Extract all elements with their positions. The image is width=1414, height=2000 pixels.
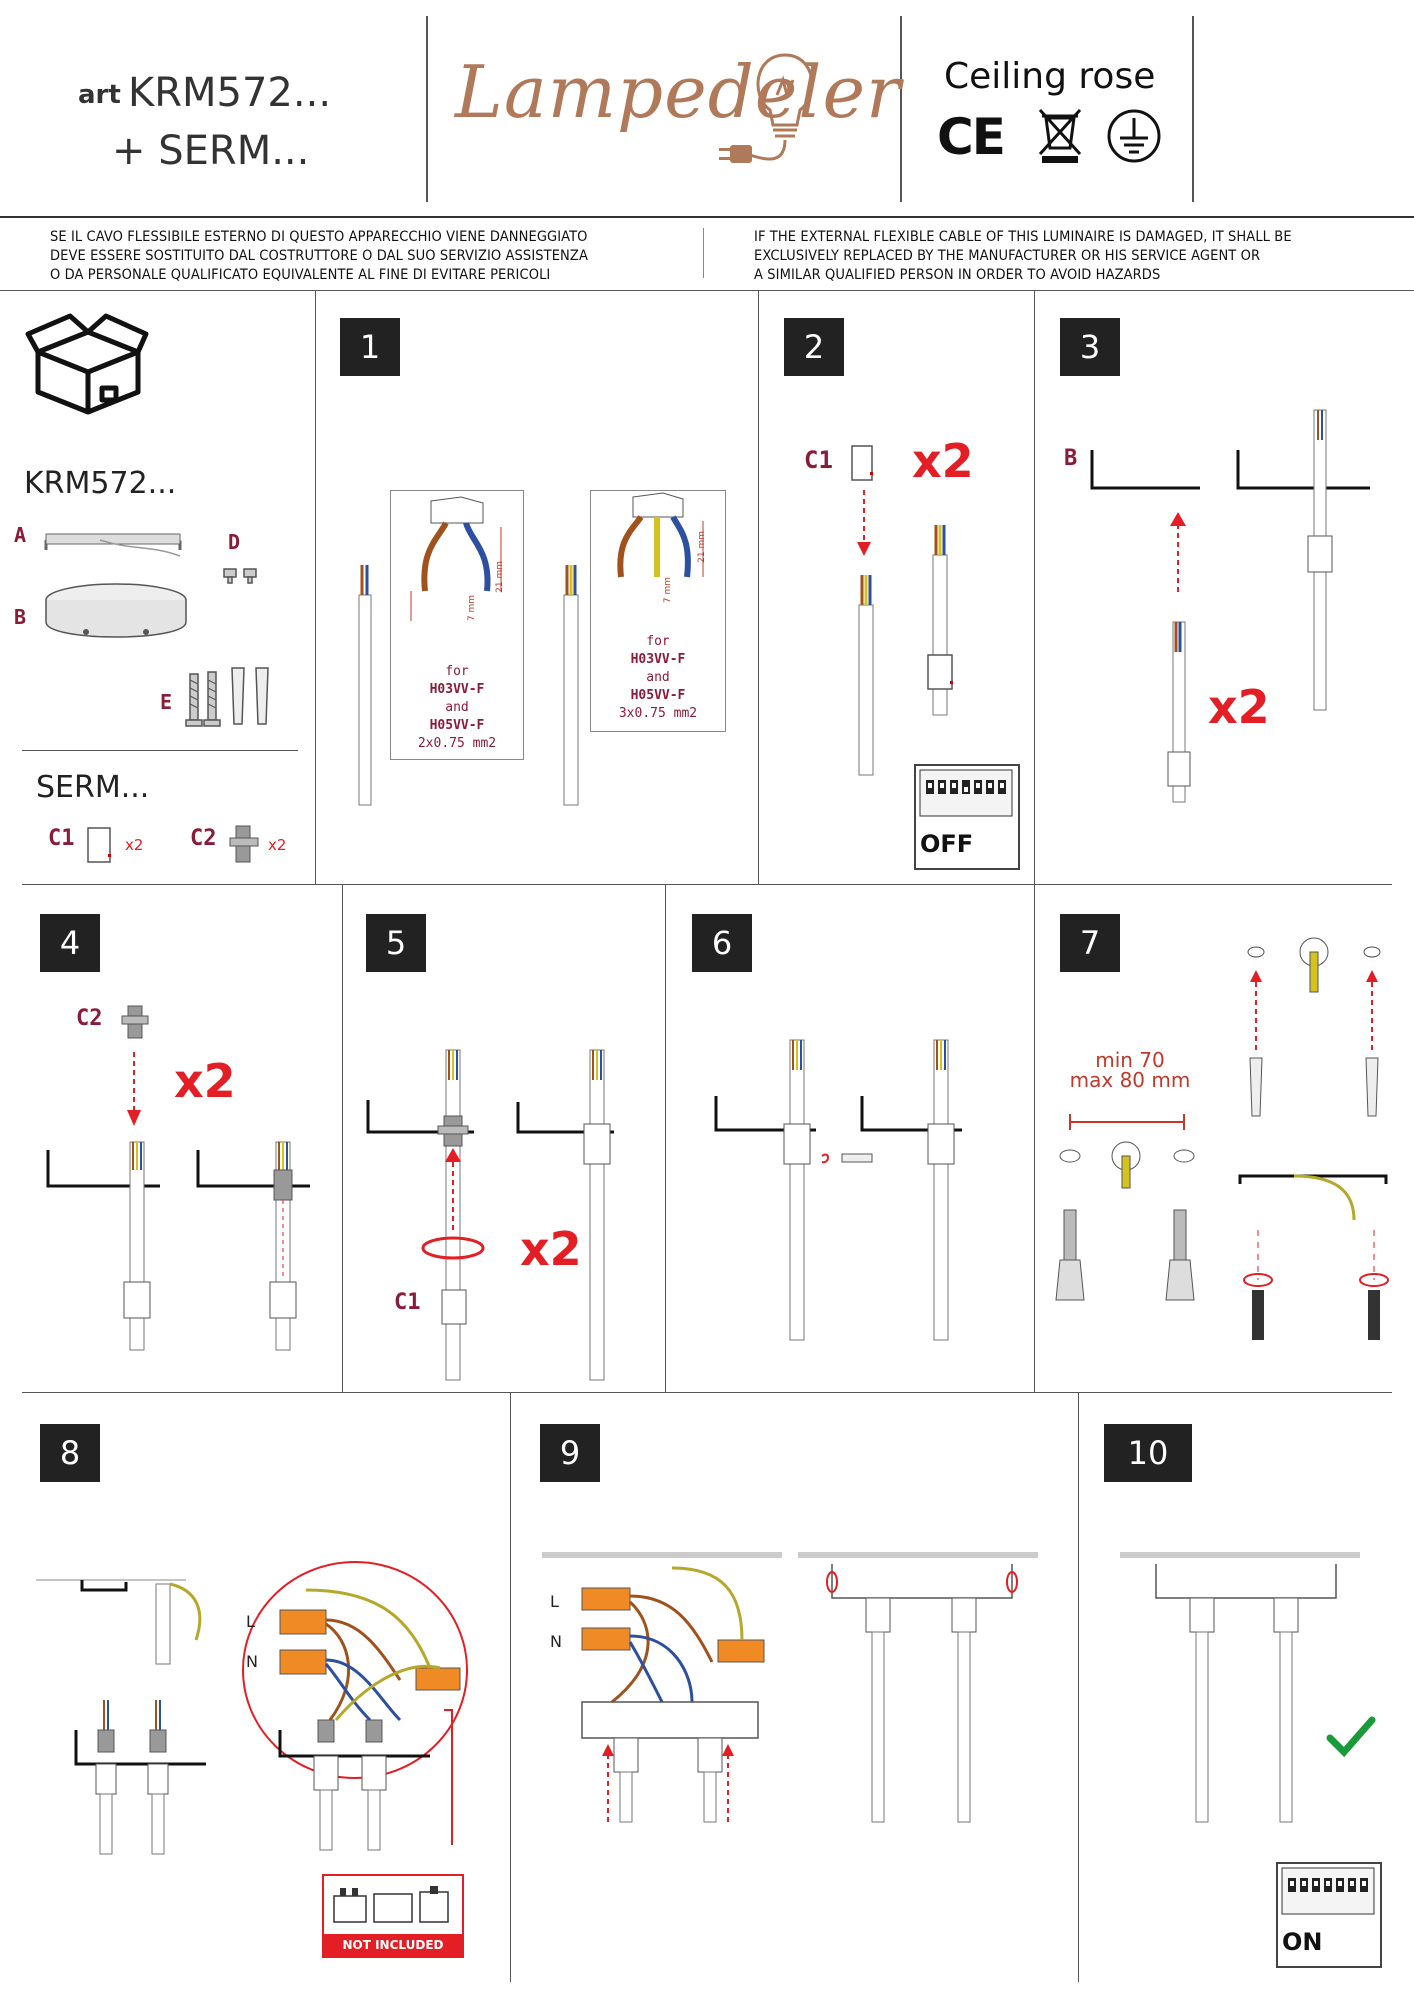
step4-label-c2: C2 bbox=[76, 1006, 103, 1031]
step-number: 2 bbox=[784, 318, 844, 376]
spec-line: H05VV-F bbox=[429, 718, 485, 733]
weee-bin-icon bbox=[1038, 108, 1082, 164]
step3-qty: x2 bbox=[1208, 680, 1270, 734]
step2-qty: x2 bbox=[912, 434, 974, 488]
serm-parts-title: SERM... bbox=[36, 770, 150, 805]
spec-box-3core bbox=[590, 490, 726, 732]
part-label-a: A bbox=[14, 523, 27, 547]
strip-diagram-2core bbox=[391, 491, 523, 621]
cable-3core bbox=[856, 575, 876, 775]
product-title: Ceiling rose bbox=[944, 56, 1156, 97]
breaker-switches bbox=[1282, 1868, 1374, 1918]
step8-left-diagram bbox=[36, 1570, 216, 1860]
mounting-bracket-a bbox=[40, 520, 190, 560]
part-label-c2: C2 bbox=[190, 826, 217, 851]
model-krm: KRM572... bbox=[128, 70, 332, 116]
warning-en-line: A SIMILAR QUALIFIED PERSON IN ORDER TO AVOID HAZARDS bbox=[754, 267, 1161, 283]
warning-it-line: DEVE ESSERE SOSTITUITO DAL COSTRUTTORE O DAL SUO SERVIZIO ASSISTENZA bbox=[50, 248, 588, 264]
cord-grip-c1 bbox=[850, 444, 880, 484]
spec-line: H03VV-F bbox=[429, 682, 485, 697]
spec-line: and bbox=[445, 700, 469, 715]
grid-line bbox=[22, 884, 1392, 885]
on-label: ON bbox=[1282, 1928, 1323, 1956]
spec-line: 2x0.75 mm2 bbox=[417, 736, 497, 751]
step8-label-n: N bbox=[246, 1652, 258, 1671]
header-bottom-rule bbox=[0, 216, 1414, 218]
grid-line bbox=[510, 1392, 511, 1982]
check-icon bbox=[1326, 1716, 1376, 1756]
krm-parts-title: KRM572... bbox=[24, 466, 177, 501]
ce-mark: CE bbox=[937, 108, 1004, 166]
parts-divider bbox=[22, 750, 298, 751]
grid-line bbox=[22, 1392, 1392, 1393]
part-label-c1: C1 bbox=[48, 826, 75, 851]
brand-logo: Lampedeler bbox=[455, 50, 902, 134]
spec-line: H05VV-F bbox=[630, 688, 686, 703]
connector-icons bbox=[330, 1882, 456, 1930]
spec-line: and bbox=[646, 670, 670, 685]
part-label-b: B bbox=[14, 605, 27, 629]
dim-max: max 80 mm bbox=[1069, 1068, 1191, 1092]
breaker-on-panel bbox=[1276, 1862, 1382, 1968]
nipple-c2 bbox=[120, 1004, 154, 1044]
insert-arrow-down bbox=[126, 1052, 142, 1132]
cord-grip-c1 bbox=[86, 826, 116, 866]
step-number: 4 bbox=[40, 914, 100, 972]
grid-line bbox=[315, 290, 316, 884]
step8-label-l: L bbox=[246, 1612, 255, 1631]
warning-divider bbox=[703, 228, 704, 278]
insert-arrow-down bbox=[856, 490, 872, 560]
step7-drilling-diagram bbox=[1054, 940, 1394, 1380]
spec-line: H03VV-F bbox=[630, 652, 686, 667]
breaker-off-panel bbox=[914, 764, 1020, 870]
not-included-label: NOT INCLUDED bbox=[324, 1934, 462, 1956]
spec-line: for bbox=[445, 664, 469, 679]
step2-label-c1: C1 bbox=[804, 446, 833, 474]
grid-line bbox=[1078, 1392, 1079, 1982]
warning-en-line: IF THE EXTERNAL FLEXIBLE CABLE OF THIS LUMINAIRE IS DAMAGED, IT SHALL BE bbox=[754, 229, 1292, 245]
step5-qty: x2 bbox=[520, 1222, 582, 1276]
dim-7mm: 7 mm bbox=[467, 595, 477, 622]
step5-assembly-diagram bbox=[364, 1050, 624, 1380]
step6-assembly-diagram bbox=[712, 1040, 972, 1340]
step8-wiring-zoom bbox=[240, 1560, 470, 1850]
spec-line: for bbox=[646, 634, 670, 649]
qty-c2: x2 bbox=[268, 836, 287, 854]
spec-text-2core bbox=[391, 663, 523, 753]
grid-line bbox=[1034, 290, 1035, 1392]
screws-plugs-e bbox=[186, 662, 286, 732]
breaker-switches bbox=[920, 770, 1012, 820]
grid-line bbox=[0, 290, 1414, 291]
spec-box-2core bbox=[390, 490, 524, 760]
warning-italian bbox=[50, 228, 690, 285]
cable-with-c1 bbox=[920, 525, 960, 715]
warning-english bbox=[754, 228, 1394, 285]
step-number: 3 bbox=[1060, 318, 1120, 376]
step-number: 10 bbox=[1104, 1424, 1192, 1482]
grid-line bbox=[665, 884, 666, 1392]
header-divider-3 bbox=[1192, 16, 1194, 202]
grid-line bbox=[758, 290, 759, 884]
step-number: 9 bbox=[540, 1424, 600, 1482]
spec-text-3core bbox=[591, 633, 725, 723]
step10-finished-diagram bbox=[1120, 1552, 1360, 1832]
step-number: 7 bbox=[1060, 914, 1120, 972]
grid-line bbox=[342, 884, 343, 1392]
dim-21mm: 21 mm bbox=[697, 531, 707, 563]
art-prefix: art bbox=[78, 80, 121, 110]
cable-2core bbox=[355, 565, 375, 805]
step4-assembly-diagram bbox=[44, 1150, 324, 1350]
warning-it-line: SE IL CAVO FLESSIBILE ESTERNO DI QUESTO APPARECCHIO VIENE DANNEGGIATO bbox=[50, 229, 588, 245]
warning-en-line: EXCLUSIVELY REPLACED BY THE MANUFACTURER OR HIS SERVICE AGENT OR bbox=[754, 248, 1261, 264]
screws-d bbox=[222, 565, 262, 585]
step9-wiring-diagram bbox=[542, 1552, 1042, 1822]
dim-min: min 70 bbox=[1095, 1048, 1165, 1072]
canopy-b bbox=[42, 580, 192, 650]
spec-line: 3x0.75 mm2 bbox=[618, 706, 698, 721]
part-label-d: D bbox=[228, 530, 241, 554]
step9-label-l: L bbox=[550, 1592, 559, 1611]
nipple-c2 bbox=[228, 822, 262, 866]
step5-label-c1: C1 bbox=[394, 1290, 421, 1315]
step9-label-n: N bbox=[550, 1632, 562, 1651]
step4-qty: x2 bbox=[174, 1054, 236, 1108]
step3-label-b: B bbox=[1064, 446, 1078, 471]
qty-c1: x2 bbox=[125, 836, 144, 854]
step-number: 5 bbox=[366, 914, 426, 972]
cable-3core bbox=[560, 565, 584, 805]
step-number: 6 bbox=[692, 914, 752, 972]
step-number: 1 bbox=[340, 318, 400, 376]
header-divider-1 bbox=[426, 16, 428, 202]
model-serm: + SERM... bbox=[112, 128, 310, 174]
not-included-box bbox=[322, 1874, 464, 1958]
off-label: OFF bbox=[920, 830, 974, 858]
dim-21mm: 21 mm bbox=[495, 561, 505, 593]
package-box-icon bbox=[30, 312, 146, 422]
step-number: 8 bbox=[40, 1424, 100, 1482]
part-label-e: E bbox=[160, 690, 173, 714]
earth-ground-icon bbox=[1106, 108, 1162, 164]
bulb-plug-icon bbox=[745, 35, 865, 175]
cable-with-c1 bbox=[1168, 622, 1192, 802]
warning-it-line: O DA PERSONALE QUALIFICATO EQUIVALENTE AL FINE DI EVITARE PERICOLI bbox=[50, 267, 551, 283]
dim-7mm: 7 mm bbox=[663, 577, 673, 604]
